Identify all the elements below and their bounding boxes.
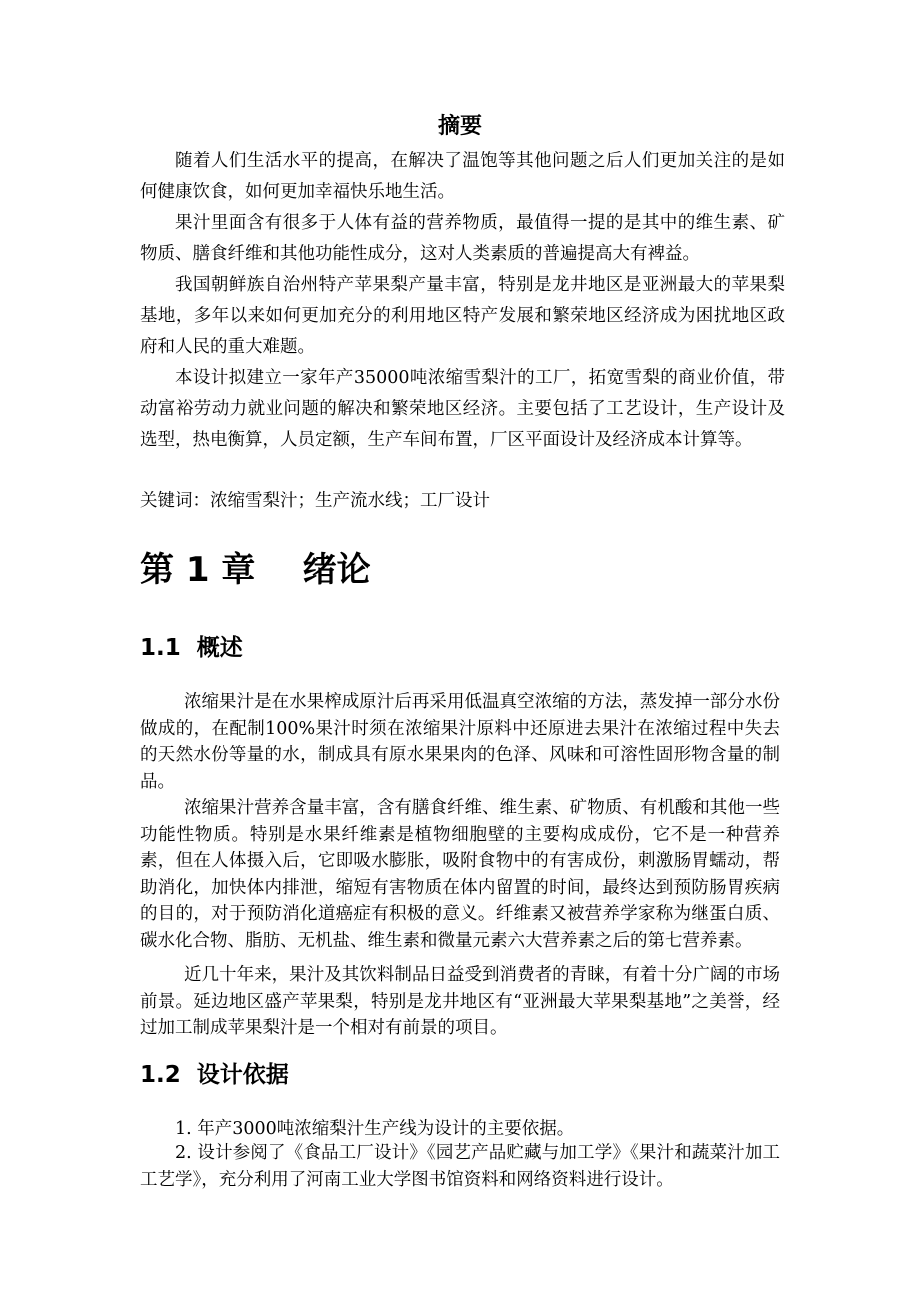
abstract-paragraph-2: 果汁里面含有很多于人体有益的营养物质，最值得一提的是其中的维生素、矿物质、膳食纤维和其他功能性成分，这对人类素质的普遍提高大有裨益。: [140, 213, 785, 264]
section-title-1-2: 1.2 设计依据: [140, 1062, 289, 1088]
list-item-2: 2. 设计参阅了《食品工厂设计》《园艺产品贮藏与加工学》《果汁和蔬菜汁加工工艺学》，充分利用了河南工业大学图书馆资料和网络资料进行设计。: [140, 1143, 780, 1190]
abstract-title: 摘要: [437, 114, 482, 139]
keywords-line: 关键词：浓缩雪梨汁；生产流水线；工厂设计: [140, 491, 490, 511]
body-paragraph-1: 浓缩果汁是在水果榨成原汁后再采用低温真空浓缩的方法，蒸发掉一部分水份做成的，在配制100%果汁时须在浓缩果汁原料中还原进去果汁在浓缩过程中失去的天然水份等量的水，制成具有原水果果肉的色泽、风味和可溶性固形物含量的制品。: [140, 692, 780, 792]
list-item-1: 1. 年产3000吨浓缩梨汁生产线为设计的主要依据。: [175, 1119, 575, 1139]
chapter-title: 第 1 章 绪论: [140, 550, 371, 590]
abstract-paragraph-4: 本设计拟建立一家年产35000吨浓缩雪梨汁的工厂，拓宽雪梨的商业价值，带动富裕劳动力就业问题的解决和繁荣地区经济。主要包括了工艺设计，生产设计及选型，热电衡算，人员定额，生产车间布置，厂区平面设计及经济成本计算等。: [140, 368, 785, 450]
abstract-paragraph-1: 随着人们生活水平的提高，在解决了温饱等其他问题之后人们更加关注的是如何健康饮食，如何更加幸福快乐地生活。: [140, 151, 785, 202]
abstract-paragraph-3: 我国朝鲜族自治州特产苹果梨产量丰富，特别是龙井地区是亚洲最大的苹果梨基地，多年以来如何更加充分的利用地区特产发展和繁荣地区经济成为困扰地区政府和人民的重大难题。: [140, 275, 785, 357]
body-paragraph-3: 近几十年来，果汁及其饮料制品日益受到消费者的青睐，有着十分广阔的市场前景。延边地区盛产苹果梨，特别是龙井地区有“亚洲最大苹果梨基地”之美誉，经过加工制成苹果梨汁是一个相对有前景的项目。: [140, 965, 780, 1038]
section-title-1-1: 1.1 概述: [140, 635, 243, 661]
body-paragraph-2: 浓缩果汁营养含量丰富，含有膳食纤维、维生素、矿物质、有机酸和其他一些功能性物质。特别是水果纤维素是植物细胞壁的主要构成成份，它不是一种营养素，但在人体摄入后，它即吸水膨胀，吸附食物中的有害成份，刺激肠胃蠕动，帮助消化，加快体内排泄，缩短有害物质在体内留置的时间，最终达到预防肠胃疾病的目的，对于预防消化道癌症有积极的意义。纤维素又被营养学家称为继蛋白质、碳水化合物、脂肪、无机盐、维生素和微量元素六大营养素之后的第七营养素。: [140, 798, 780, 951]
